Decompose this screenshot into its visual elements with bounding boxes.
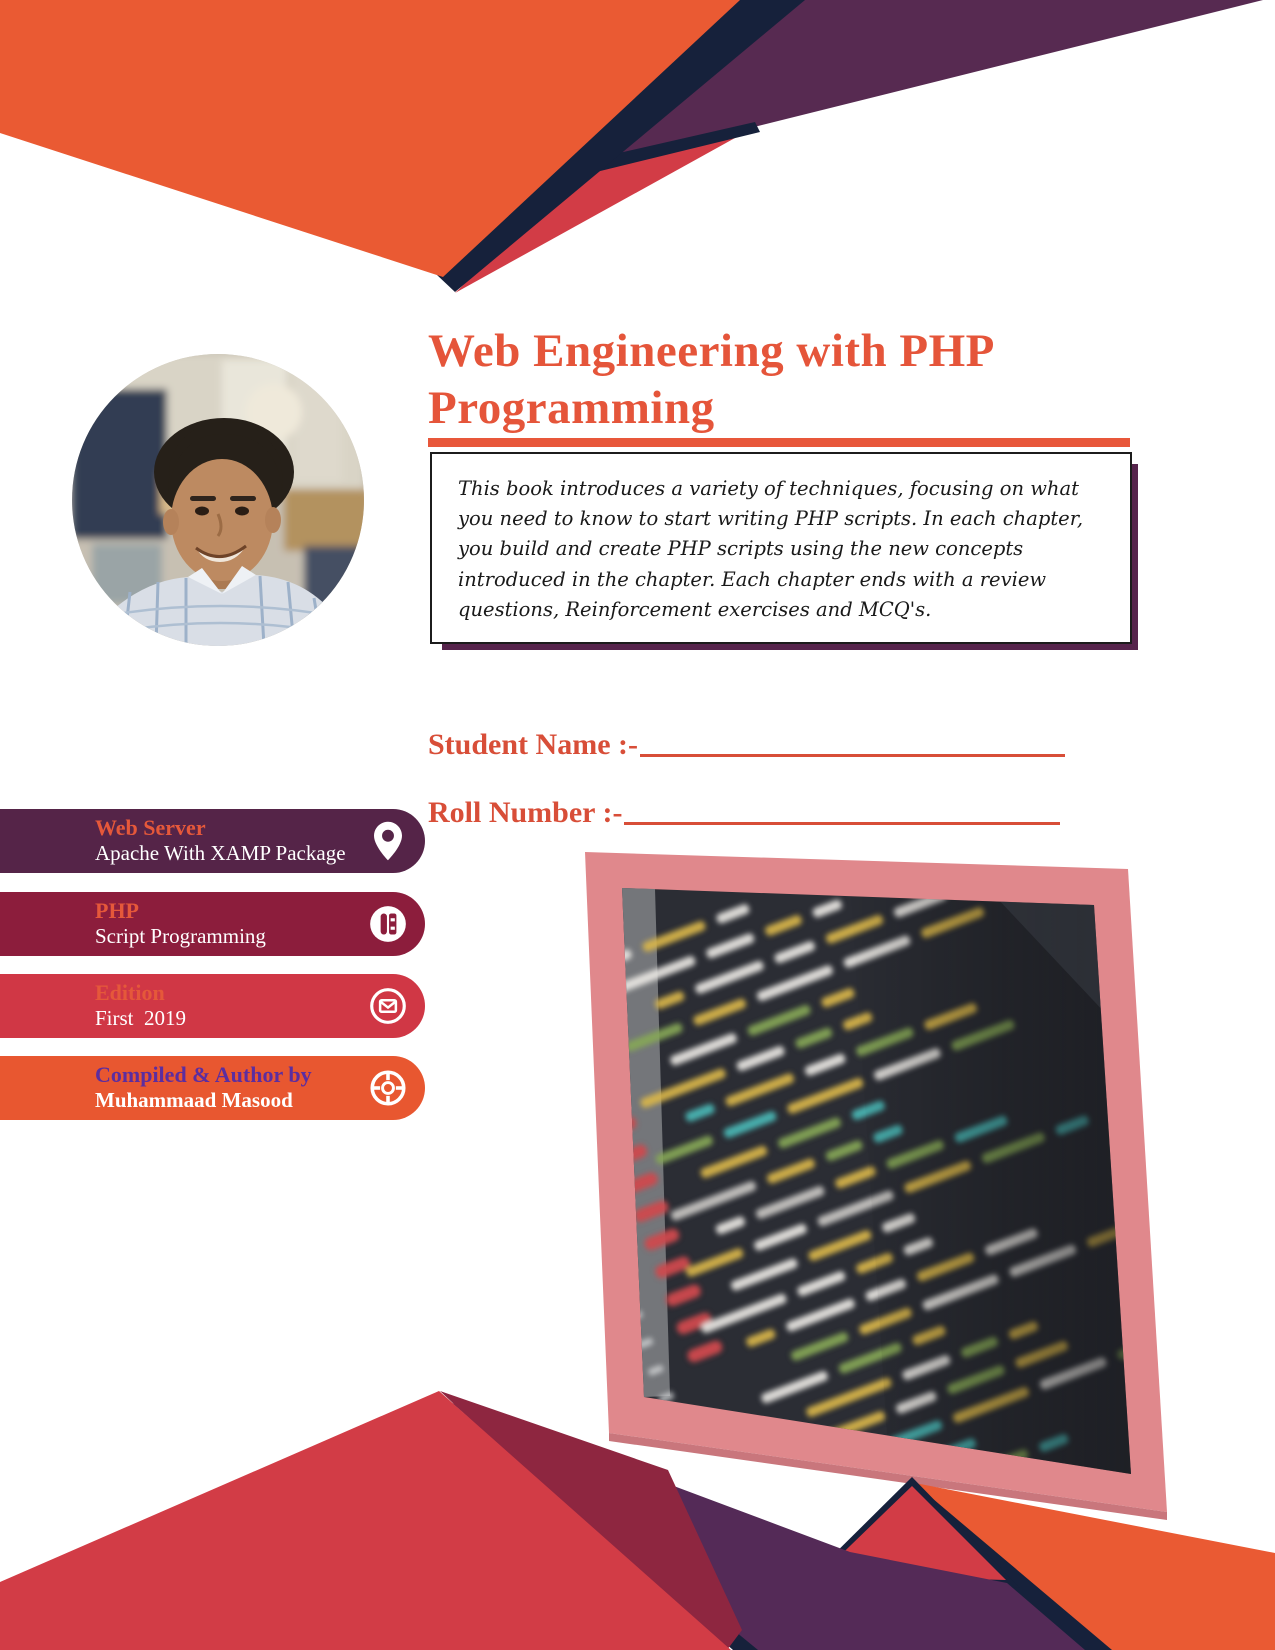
banner-subtitle: Apache With XAMP Package	[95, 841, 346, 866]
banner-title: Compiled & Author by	[95, 1062, 312, 1088]
banner-text	[95, 980, 186, 1032]
title-rule	[428, 438, 1130, 447]
banner-subtitle: Muhammaad Masood	[95, 1088, 293, 1113]
roll-number-field	[428, 796, 1060, 830]
banner-text	[95, 898, 266, 950]
banner-author	[0, 1056, 425, 1120]
student-name-label: Student Name :-	[428, 728, 638, 761]
roll-number-label: Roll Number :-	[428, 796, 623, 829]
banner-edition	[0, 974, 425, 1038]
author-photo-art	[72, 354, 364, 646]
author-photo	[72, 354, 364, 646]
envelope-icon	[367, 985, 409, 1027]
banner-title: Web Server	[95, 815, 206, 841]
banner-web-server	[0, 809, 425, 873]
student-name-field	[428, 728, 1065, 762]
banner-title: Edition	[95, 980, 165, 1006]
banner-subtitle: Script Programming	[95, 924, 266, 949]
booklet-badge-icon	[367, 903, 409, 945]
description-text: This book introduces a variety of techniques, focusing on what you need to know to start writing PHP scripts. In each chapter, you build and create PHP scripts using the new concepts introduced in the chapter. Each chapter ends with a review questions, Reinforcement exercises and MCQ's.	[458, 477, 1084, 621]
location-pin-icon	[367, 820, 409, 862]
banner-text	[95, 1062, 312, 1114]
banner-text	[95, 815, 346, 867]
banner-subtitle: First 2019	[95, 1006, 187, 1031]
description-box	[430, 452, 1132, 644]
page-title: Web Engineering with PHP Programming	[428, 325, 993, 434]
banner-php	[0, 892, 425, 956]
roll-number-blank-line	[624, 822, 1060, 825]
lifebuoy-wheel-icon	[367, 1067, 409, 1109]
student-name-blank-line	[640, 754, 1065, 757]
banner-title: PHP	[95, 898, 139, 924]
